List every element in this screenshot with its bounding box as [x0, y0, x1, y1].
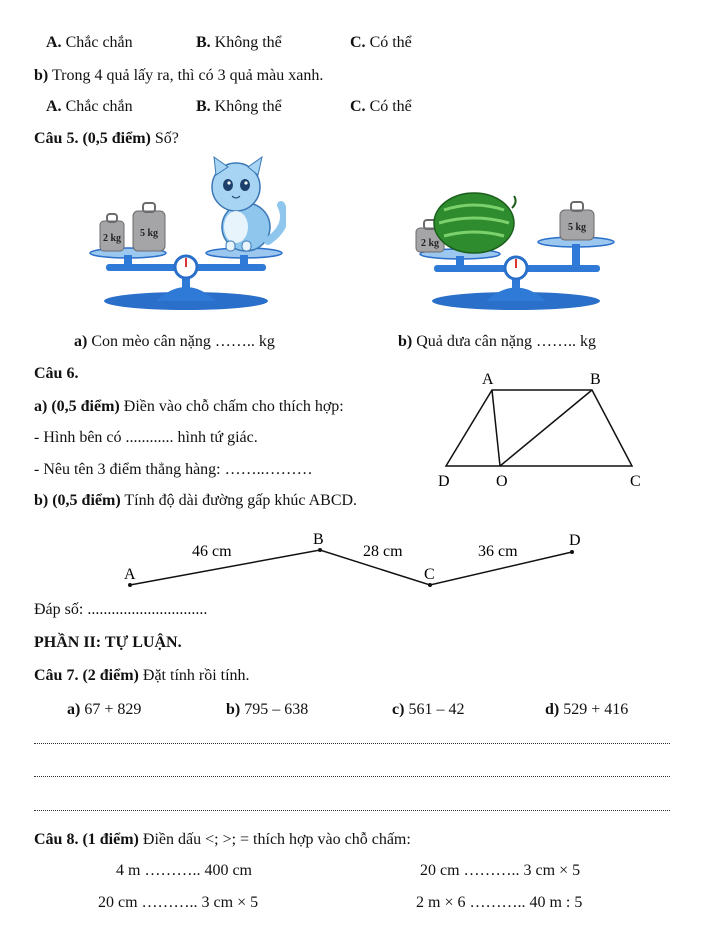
- svg-text:2 kg: 2 kg: [102, 233, 122, 244]
- polyline-point-b: B: [313, 531, 324, 548]
- point-label-o: O: [496, 473, 508, 490]
- q7-item-a: a) 67 + 829: [67, 701, 142, 718]
- q5-b-text: b) Quả dưa cân nặng …….. kg: [398, 333, 596, 350]
- weight-5kg-left: [133, 203, 165, 251]
- q6-a-line1: - Hình bên có ............ hình tứ giác.: [34, 429, 258, 446]
- q6-a-instruction: a) (0,5 điểm) Điền vào chỗ chấm cho thích hợp:: [34, 398, 344, 415]
- q7-title: Câu 7. (2 điểm) Đặt tính rồi tính.: [34, 667, 250, 684]
- q6-b-instruction: b) (0,5 điểm) Tính độ dài đường gấp khúc ABCD.: [34, 492, 358, 509]
- weight-5kg-right: [560, 202, 594, 240]
- q4-b-option-a: A. Chắc chắn: [46, 98, 133, 115]
- polyline-point-a: A: [124, 566, 136, 583]
- q6-answer-line: Đáp số: ..............................: [34, 601, 208, 618]
- watermelon-illustration: [434, 193, 516, 253]
- point-label-a: A: [482, 371, 494, 388]
- q7-item-d: d) 529 + 416: [545, 701, 629, 718]
- answer-dotted-line-2[interactable]: [34, 776, 670, 777]
- svg-text:2 kg: 2 kg: [420, 238, 440, 249]
- q8-title: Câu 8. (1 điểm) Điền dấu <; >; = thích hợp vào chỗ chấm:: [34, 831, 411, 848]
- q6-a-line2: - Nêu tên 3 điểm thẳng hàng: ……..………: [34, 461, 313, 478]
- segment-ab-length: 46 cm: [192, 543, 232, 560]
- q8-item-2: 20 cm ……….. 3 cm × 5: [420, 862, 581, 879]
- q4-a-option-c: C. Có thể: [350, 34, 412, 51]
- quadrilateral-figure: [430, 364, 660, 494]
- q8-item-3: 20 cm ……….. 3 cm × 5: [98, 894, 259, 911]
- point-label-b: B: [590, 371, 601, 388]
- q4-a-option-a: A. Chắc chắn: [46, 34, 133, 51]
- q5-a-text: a) Con mèo cân nặng …….. kg: [74, 333, 275, 350]
- q7-item-c: c) 561 – 42: [392, 701, 465, 718]
- cat-illustration: [212, 157, 284, 251]
- svg-text:5 kg: 5 kg: [139, 228, 159, 239]
- q4-a-option-b: B. Không thể: [196, 34, 282, 51]
- q5-title: Câu 5. (0,5 điểm) Số?: [34, 130, 179, 147]
- segment-bc-length: 28 cm: [363, 543, 403, 560]
- q8-item-1: 4 m ……….. 400 cm: [116, 862, 252, 879]
- answer-dotted-line-1[interactable]: [34, 743, 670, 744]
- q4-b-question: b) Trong 4 quả lấy ra, thì có 3 quả màu xanh.: [34, 67, 324, 84]
- point-label-c: C: [630, 473, 641, 490]
- polyline-point-c: C: [424, 566, 435, 583]
- q4-b-option-c: C. Có thể: [350, 98, 412, 115]
- q4-b-option-b: B. Không thể: [196, 98, 282, 115]
- weight-2kg-left: [100, 214, 124, 251]
- part2-heading: PHẦN II: TỰ LUẬN.: [34, 634, 182, 651]
- watermelon-scale-illustration: [404, 190, 616, 315]
- cat-scale-illustration: [86, 155, 286, 315]
- polyline-abcd-figure: [110, 524, 600, 594]
- q7-item-b: b) 795 – 638: [226, 701, 309, 718]
- q8-item-4: 2 m × 6 ……….. 40 m : 5: [416, 894, 583, 911]
- svg-text:5 kg: 5 kg: [567, 222, 587, 233]
- q6-title: Câu 6.: [34, 365, 79, 382]
- polyline-point-d: D: [569, 532, 581, 549]
- point-label-d: D: [438, 473, 450, 490]
- segment-cd-length: 36 cm: [478, 543, 518, 560]
- answer-dotted-line-3[interactable]: [34, 810, 670, 811]
